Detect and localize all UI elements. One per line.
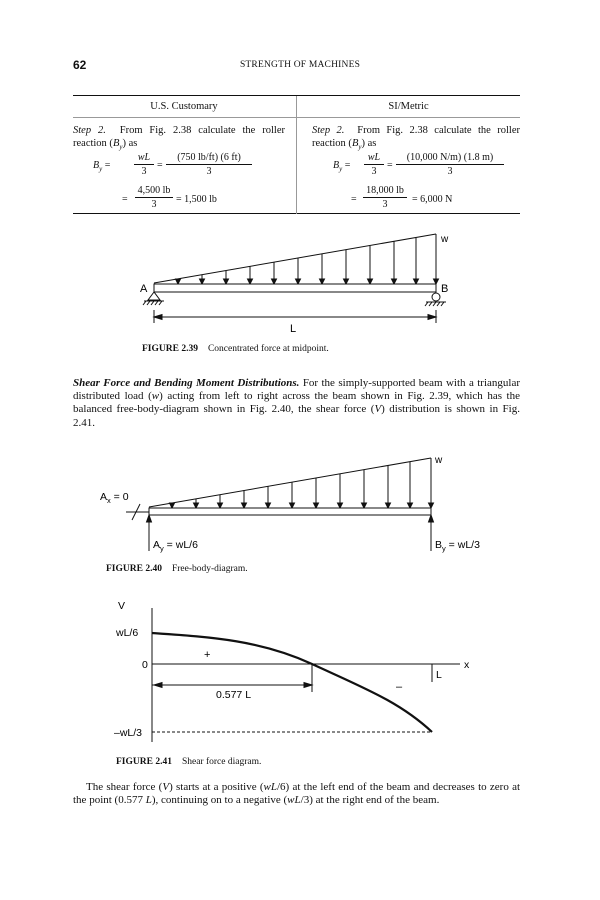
label-b: B <box>441 283 449 295</box>
paragraph-shear-intro: Shear Force and Bending Moment Distributions. For the simply-supported beam with a triangular distributed load (w) acting from left to right across the beam shown in Fig. 2.39, which has the balanced free-body-diagram shown in Fig. 2.40, the shear force (V) distribution is shown in Fig. 2.41. <box>73 377 521 429</box>
us-fraction-values: (750 lb/ft) (6 ft) 3 <box>166 152 252 177</box>
dimension-line-l <box>154 310 436 323</box>
running-title: STRENGTH OF MACHINES <box>239 60 361 70</box>
label-l: L <box>436 669 442 681</box>
label-minus: – <box>396 681 403 693</box>
si-fraction-values: (10,000 N/m) (1.8 m) 3 <box>396 152 504 177</box>
page-number: 62 <box>73 58 87 72</box>
figure-2-41-shear-diagram <box>100 592 500 752</box>
us-result: = 1,500 lb <box>176 194 217 205</box>
label-v: V <box>118 600 126 612</box>
si-lhs: $B_y$ = <box>333 160 351 173</box>
column-header-us: U.S. Customary <box>150 101 218 112</box>
label-wl6: wL/6 <box>116 627 139 639</box>
dimension-0577l <box>152 664 312 692</box>
label-l: L <box>290 323 297 335</box>
label-neg-wl3: –wL/3 <box>114 727 143 739</box>
si-fraction-total: 18,000 lb 3 <box>363 185 407 210</box>
fbd-load-top <box>149 458 431 507</box>
reaction-by-arrow <box>429 515 434 551</box>
fbd-label-ay: $A_y = wL/6$ <box>153 539 198 553</box>
column-header-si: SI/Metric <box>388 101 429 112</box>
si-equals-2: = <box>351 194 357 205</box>
figure-2-39-beam <box>130 228 460 338</box>
si-step-text: Step 2. From Fig. 2.38 calculate the roller reaction $(B_y)$ as <box>312 125 521 152</box>
label-zero: 0 <box>142 659 148 671</box>
label-0577l: 0.577 L <box>216 689 252 701</box>
figure-2-39-caption: FIGURE 2.39 Concentrated force at midpoint. <box>142 344 329 354</box>
shear-curve <box>152 633 432 732</box>
label-w: w <box>441 234 449 245</box>
label-plus: + <box>204 649 211 661</box>
figure-2-40-caption: FIGURE 2.40 Free-body-diagram. <box>106 564 248 574</box>
us-step-text: Step 2. From Fig. 2.38 calculate the roller reaction $(B_y)$ as <box>73 125 286 152</box>
label-x: x <box>464 659 470 671</box>
si-fraction-wl: wL 3 <box>364 152 384 177</box>
us-equals-2: = <box>122 194 128 205</box>
us-fraction-total: 4,500 lb 3 <box>135 185 173 210</box>
table-divider <box>296 96 297 214</box>
si-equals: = <box>387 160 393 171</box>
figure-2-41-caption: FIGURE 2.41 Shear force diagram. <box>116 757 262 767</box>
beam <box>154 284 436 292</box>
fbd-label-by: $B_y = wL/3$ <box>435 539 480 553</box>
fbd-label-w: w <box>435 455 443 466</box>
paragraph-shear-summary: The shear force (V) starts at a positive (wL/6) at the left end of the beam and decreases to zero at the point (0.577 L), continuing on to a negative (wL/3) at the right end of the beam. <box>73 781 521 807</box>
figure-2-40-free-body-diagram <box>100 448 500 558</box>
us-lhs: $B_y$ = <box>93 160 111 173</box>
reaction-ax <box>126 504 149 520</box>
label-a: A <box>140 283 148 295</box>
us-fraction-wl: wL 3 <box>134 152 154 177</box>
us-equals: = <box>157 160 163 171</box>
distributed-load-arrows <box>176 234 439 284</box>
fbd-beam <box>149 508 431 515</box>
fbd-label-ax: $A_x = 0$ <box>100 491 129 505</box>
fbd-load-arrows <box>170 458 434 508</box>
reaction-ay-arrow <box>147 515 152 551</box>
si-result: = 6,000 N <box>412 194 453 205</box>
